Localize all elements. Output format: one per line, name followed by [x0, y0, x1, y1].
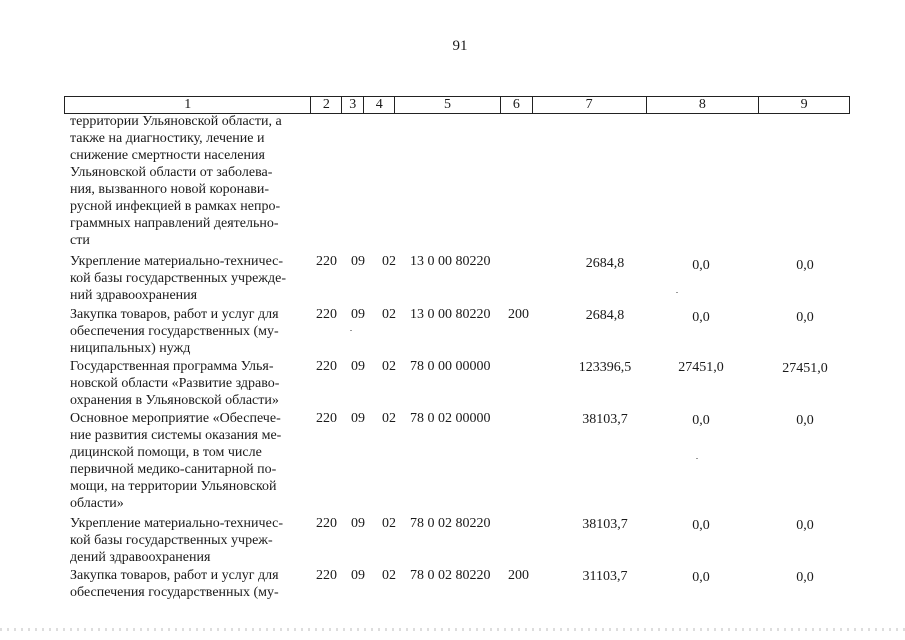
cell-section: 09	[351, 568, 365, 583]
cell-ministry: 220	[316, 411, 337, 426]
cell-ministry: 220	[316, 254, 337, 269]
header-col-3: 3	[342, 97, 364, 113]
cell-amount-3: 27451,0	[782, 361, 828, 376]
cell-amount-1: 123396,5	[578, 360, 632, 375]
cell-amount-3: 0,0	[796, 310, 814, 325]
header-col-2: 2	[311, 97, 342, 113]
name-line: обеспечения государственных (му-	[70, 324, 279, 339]
cell-section: 09	[351, 359, 365, 374]
header-col-5: 5	[395, 97, 501, 113]
header-col-4: 4	[364, 97, 395, 113]
row-name	[70, 253, 308, 304]
name-line: кой базы государственных учреж-	[70, 533, 273, 548]
cell-subsection: 02	[382, 411, 396, 426]
cell-expense-type: 200	[508, 568, 529, 583]
name-line: ние развития системы оказания ме-	[70, 428, 282, 443]
name-line: мощи, на территории Ульяновской	[70, 479, 277, 494]
cell-section: 09	[351, 307, 365, 322]
cell-amount-3: 0,0	[796, 258, 814, 273]
row-name	[70, 567, 308, 601]
scan-edge-noise	[0, 628, 905, 631]
name-line: Закупка товаров, работ и услуг для	[70, 307, 279, 322]
header-col-6: 6	[501, 97, 533, 113]
cell-amount-2: 0,0	[692, 258, 710, 273]
cell-ministry: 220	[316, 516, 337, 531]
cell-section: 09	[351, 411, 365, 426]
cell-section: 09	[351, 254, 365, 269]
cell-amount-2: 0,0	[692, 518, 710, 533]
cell-subsection: 02	[382, 568, 396, 583]
cell-target-code: 13 0 00 80220	[410, 307, 491, 322]
name-line: Укрепление материально-техничес-	[70, 254, 284, 269]
header-col-8: 8	[647, 97, 760, 113]
cell-amount-1: 2684,8	[585, 308, 625, 323]
name-line: ниципальных) нужд	[70, 341, 191, 356]
row-name	[70, 410, 308, 512]
name-line: снижение смертности населения	[70, 148, 265, 163]
cell-subsection: 02	[382, 516, 396, 531]
name-line: сти	[70, 233, 90, 248]
name-line: территории Ульяновской области, а	[70, 114, 282, 129]
name-line: ний здравоохранения	[70, 288, 198, 303]
name-line: кой базы государственных учрежде-	[70, 271, 286, 286]
name-line: дений здравоохранения	[70, 550, 211, 565]
page-number: 91	[452, 38, 468, 54]
cell-amount-3: 0,0	[796, 570, 814, 585]
cell-amount-2: 0,0	[692, 413, 710, 428]
name-line: новской области «Развитие здраво-	[70, 376, 280, 391]
cell-subsection: 02	[382, 359, 396, 374]
cell-subsection: 02	[382, 254, 396, 269]
cell-amount-2: 27451,0	[678, 360, 724, 375]
cell-target-code: 13 0 00 80220	[410, 254, 491, 269]
name-line: русной инфекцией в рамках непро-	[70, 199, 281, 214]
header-col-1: 1	[65, 97, 311, 113]
name-line: Укрепление материально-техничес-	[70, 516, 284, 531]
row-name	[70, 515, 308, 566]
name-line: граммных направлений деятельно-	[70, 216, 279, 231]
name-line: Государственная программа Улья-	[70, 359, 274, 374]
cell-expense-type: 200	[508, 307, 529, 322]
cell-target-code: 78 0 00 00000	[410, 359, 491, 374]
name-line: первичной медико-санитарной по-	[70, 462, 277, 477]
cell-amount-1: 2684,8	[585, 256, 625, 271]
header-col-7: 7	[533, 97, 647, 113]
name-line: Закупка товаров, работ и услуг для	[70, 568, 279, 583]
cell-ministry: 220	[316, 359, 337, 374]
name-line: также на диагностику, лечение и	[70, 131, 265, 146]
name-line: охранения в Ульяновской области»	[70, 393, 279, 408]
cell-ministry: 220	[316, 307, 337, 322]
row-name	[70, 306, 308, 357]
cell-ministry: 220	[316, 568, 337, 583]
cell-section: 09	[351, 516, 365, 531]
name-line: Ульяновской области от заболева-	[70, 165, 273, 180]
table-header-row	[64, 96, 850, 114]
cell-amount-2: 0,0	[692, 310, 710, 325]
cell-target-code: 78 0 02 80220	[410, 516, 491, 531]
header-col-9: 9	[800, 97, 808, 112]
scan-speck	[350, 330, 352, 331]
name-line: дицинской помощи, в том числе	[70, 445, 262, 460]
cell-amount-1: 38103,7	[582, 412, 628, 427]
row-name	[70, 358, 308, 409]
cell-amount-1: 31103,7	[582, 569, 628, 584]
cell-amount-1: 38103,7	[582, 517, 628, 532]
name-line: ния, вызванного новой коронави-	[70, 182, 270, 197]
row-name	[70, 113, 308, 249]
cell-amount-3: 0,0	[796, 413, 814, 428]
name-line: Основное мероприятие «Обеспече-	[70, 411, 281, 426]
cell-amount-2: 0,0	[692, 570, 710, 585]
scan-speck	[676, 292, 678, 293]
cell-amount-3: 0,0	[796, 518, 814, 533]
cell-target-code: 78 0 02 00000	[410, 411, 491, 426]
cell-target-code: 78 0 02 80220	[410, 568, 491, 583]
name-line: области»	[70, 496, 124, 511]
scan-speck	[696, 458, 698, 459]
name-line: обеспечения государственных (му-	[70, 585, 279, 600]
cell-subsection: 02	[382, 307, 396, 322]
